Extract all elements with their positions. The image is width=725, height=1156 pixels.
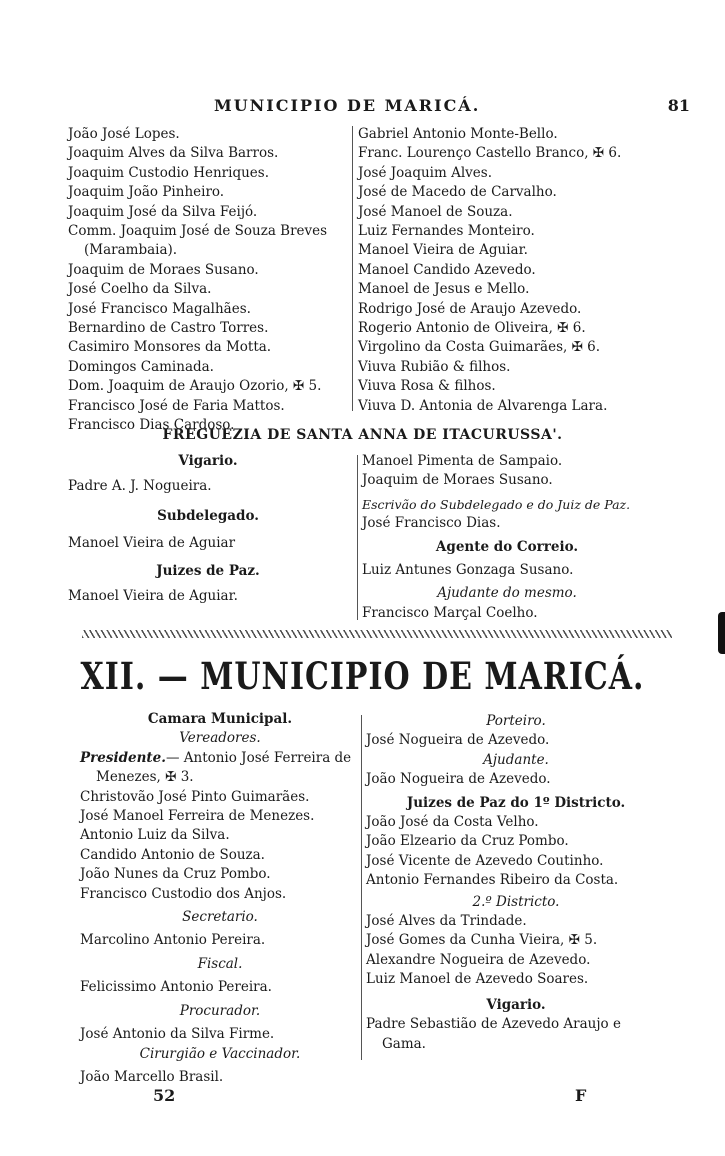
list-item: Christovão José Pinto Guimarães. (80, 788, 310, 805)
signature-mark: 52 (153, 1086, 176, 1105)
presidente-label: Presidente. (80, 749, 166, 766)
list-item: Antonio Luiz da Silva. (80, 827, 230, 844)
section-title: FREGUEZIA DE SANTA ANNA DE ITACURUSSA'. (162, 427, 563, 443)
list-item: (Marambaia). (84, 242, 178, 259)
list-item: Manoel Pimenta de Sampaio. (362, 453, 563, 469)
list-item: Padre Sebastião de Azevedo Araujo e (366, 1016, 621, 1033)
section-heading: Vereadores. (179, 730, 261, 747)
list-item: Joaquim José da Silva Feijó. (68, 203, 258, 220)
list-item: Francisco Custodio dos Anjos. (80, 885, 287, 902)
list-item: Joaquim Alves da Silva Barros. (68, 145, 279, 162)
list-item: Gama. (382, 1035, 426, 1052)
list-item: João Marcello Brasil. (80, 1068, 224, 1085)
list-item: José Nogueira de Azevedo. (366, 732, 550, 749)
list-item: Virgolino da Costa Guimarães, ✠ 6. (358, 339, 601, 356)
column-divider (357, 455, 358, 620)
column-divider (361, 715, 362, 1060)
list-item: José Antonio da Silva Firme. (80, 1026, 275, 1043)
list-item: Dom. Joaquim de Araujo Ozorio, ✠ 5. (68, 378, 322, 395)
list-item: Luiz Manoel de Azevedo Soares. (366, 971, 589, 988)
list-item: Manoel de Jesus e Mello. (358, 281, 530, 298)
section-heading: Ajudante. (483, 751, 549, 768)
list-item: José Manoel de Souza. (358, 203, 513, 220)
list-item: Joaquim João Pinheiro. (68, 184, 225, 201)
sec3-left-column (80, 710, 360, 1087)
list-item: Viuva Rubião & filhos. (358, 358, 511, 375)
list-item: Comm. Joaquim José de Souza Breves (68, 223, 328, 240)
list-item: Manoel Vieira de Aguiar. (358, 242, 528, 259)
running-header (60, 96, 690, 118)
list-item: Francisco José de Faria Mattos. (68, 397, 285, 414)
list-item: Domingos Caminada. (68, 358, 214, 375)
section-heading: Camara Municipal. (147, 711, 293, 727)
list-item: João José da Costa Velho. (366, 814, 539, 831)
section-heading: Juizes de Paz. (156, 562, 260, 579)
list-item: Manoel Vieira de Aguiar. (68, 588, 238, 605)
section-heading: Secretario. (182, 909, 258, 926)
section-heading: Fiscal. (197, 955, 243, 972)
list-item: Franc. Lourenço Castello Branco, ✠ 6. (358, 145, 622, 162)
list-item: Candido Antonio de Souza. (80, 846, 265, 863)
list-item: Joaquim de Moraes Susano. (362, 472, 553, 489)
section-heading: 2.º Districto. (472, 893, 560, 910)
list-item: Rogerio Antonio de Oliveira, ✠ 6. (358, 320, 586, 337)
list-item: José Vicente de Azevedo Coutinho. (366, 852, 604, 869)
list-item: Menezes, ✠ 3. (96, 769, 194, 786)
list-item: Felicissimo Antonio Pereira. (80, 979, 272, 996)
sec1-left-column (68, 125, 327, 436)
list-item: José Coelho da Silva. (68, 281, 212, 298)
list-item: José Alves da Trindade. (366, 913, 527, 930)
sec3-right-column (366, 712, 666, 1054)
section-heading: Escrivão do Subdelegado e do Juiz de Paz. (362, 496, 631, 512)
list-item: Alexandre Nogueira de Azevedo. (366, 951, 591, 968)
sec2-right-column (362, 452, 652, 623)
list-item: Manoel Vieira de Aguiar (68, 535, 236, 552)
section-heading: Procurador. (179, 1002, 261, 1019)
list-item: Gabriel Antonio Monte-Bello. (358, 126, 558, 142)
list-item: Rodrigo José de Araujo Azevedo. (358, 300, 582, 317)
list-item: Luiz Antunes Gonzaga Susano. (362, 562, 574, 579)
header-title: MUNICIPIO DE MARICÁ. (214, 96, 481, 115)
list-item: José de Macedo de Carvalho. (358, 184, 557, 201)
list-item: Bernardino de Castro Torres. (68, 320, 269, 337)
presidente-name: — Antonio José Ferreira de (165, 749, 352, 766)
section-heading: Cirurgião e Vaccinador. (139, 1045, 301, 1062)
sec2-left-column (68, 452, 348, 606)
list-item: João José Lopes. (68, 126, 180, 142)
list-item (80, 749, 360, 768)
list-item: José Francisco Magalhães. (68, 300, 251, 317)
list-item: José Gomes da Cunha Vieira, ✠ 5. (366, 932, 598, 949)
list-item: Luiz Fernandes Monteiro. (358, 223, 535, 240)
sec1-right-column (358, 125, 621, 416)
list-item: Viuva Rosa & filhos. (358, 378, 496, 395)
section-heading: Ajudante do mesmo. (437, 585, 577, 602)
list-item: Casimiro Monsores da Motta. (68, 339, 272, 356)
list-item: João Nunes da Cruz Pombo. (80, 866, 271, 883)
chapter-title: XII. — MUNICIPIO DE MARICÁ. (80, 655, 645, 699)
signature-letter: F (575, 1086, 587, 1105)
list-item: Antonio Fernandes Ribeiro da Costa. (366, 872, 619, 889)
list-item: José Francisco Dias. (362, 515, 501, 532)
page-number: 81 (667, 96, 690, 115)
list-item: João Elzeario da Cruz Pombo. (366, 833, 569, 850)
list-item: Francisco Dias Cardoso. (68, 417, 235, 434)
list-item: Francisco Marçal Coelho. (362, 604, 538, 621)
list-item: José Joaquim Alves. (358, 164, 492, 181)
section-heading: Porteiro. (486, 713, 546, 729)
list-item: Marcolino Antonio Pereira. (80, 932, 266, 949)
page-edge-mark (718, 612, 725, 654)
list-item: José Manoel Ferreira de Menezes. (80, 808, 315, 825)
section-heading: Agente do Correio. (435, 538, 579, 555)
list-item: Joaquim Custodio Henriques. (68, 164, 269, 181)
list-item: João Nogueira de Azevedo. (366, 771, 551, 788)
section-heading: Juizes de Paz do 1º Districto. (406, 794, 626, 811)
ornamental-rule (82, 630, 672, 638)
section-heading: Vigario. (178, 453, 238, 469)
column-divider (352, 126, 353, 411)
section-heading: Subdelegado. (157, 507, 259, 524)
section-heading: Vigario. (486, 996, 546, 1013)
list-item: Viuva D. Antonia de Alvarenga Lara. (358, 397, 608, 414)
list-item: Manoel Candido Azevedo. (358, 261, 536, 278)
list-item: Joaquim de Moraes Susano. (68, 261, 259, 278)
list-item: Padre A. J. Nogueira. (68, 478, 212, 495)
